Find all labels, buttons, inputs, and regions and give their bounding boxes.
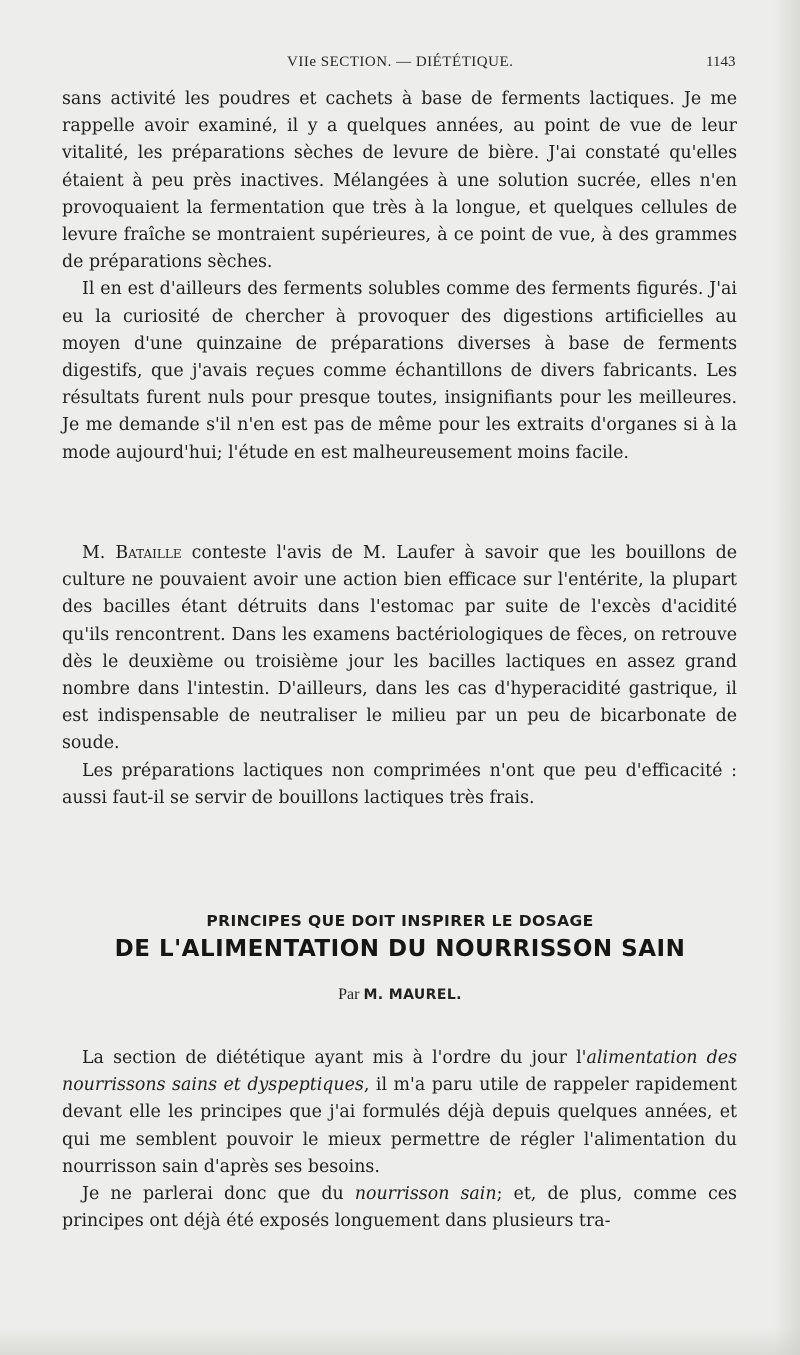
article-byline xyxy=(0,986,800,1004)
article-body xyxy=(62,1045,737,1235)
byline-prefix: Par xyxy=(338,986,360,1003)
paragraph-ferments-solubles: Il en est d'ailleurs des ferments solubles comme des ferments figurés. J'ai eu la curiosité de chercher à provoquer des digestions artificielles au moyen d'une quinzaine de préparations diverses à base de ferments digestifs, que j'avais reçues comme échantillons de divers fabricants. Les résultats furent nuls pour presque toutes, insignifiants pour les meilleures. Je me demande s'il n'en est pas de même pour les extraits d'organes si à la mode aujourd'hui; l'étude en est malheureusement moins facile. xyxy=(62,279,737,463)
speaker-name: Bataille xyxy=(115,543,182,563)
paragraph-bataille xyxy=(62,540,737,758)
article-title: DE L'ALIMENTATION DU NOURRISSON SAIN xyxy=(114,936,686,962)
paragraph-bataille-text: conteste l'avis de M. Laufer à savoir que les bouillons de culture ne pouvaient avoir une action bien efficace sur l'entérite, la plupart des bacilles étant détruits dans l'estomac par suite de l'excès d'acidité qu'ils rencontrent. Dans les examens bactériologiques de fèces, on retrouve dès le deuxième ou troisième jour les bacilles lactiques en assez grand nombre dans l'intestin. D'ailleurs, dans les cas d'hyperacidité gastrique, il est indispensable de neutraliser le milieu par un peu de bicarbonate de soude. xyxy=(62,543,738,754)
article-paragraph-2-start: Je ne parlerai donc que du xyxy=(82,1184,355,1205)
article-paragraph-1-start: La section de diététique ayant mis à l'ordre du jour l' xyxy=(82,1048,587,1068)
discussion-text xyxy=(62,540,737,812)
page-bottom-shadow xyxy=(0,1327,800,1355)
article-paragraph-1 xyxy=(62,1045,737,1181)
paragraph-ferments-lactiques: sans activité les poudres et cachets à base de ferments lactiques. Je me rappelle avoir examiné, il y a quelques années, au point de vue de leur vitalité, les préparations sèches de levure de bière. J'ai constaté qu'elles étaient à peu près inactives. Mélangées à une solution sucrée, elles n'en provoquaient la fermentation que très à la longue, et quelques cellules de levure fraîche se montraient supérieures, à ce point de vue, à des grammes de préparations sèches. xyxy=(62,89,737,273)
section-title: VIIe SECTION. — DIÉTÉTIQUE. xyxy=(287,54,514,70)
page-edge-shadow xyxy=(774,0,800,1355)
article-paragraph-1-italic: alimentation des nourrissons sains et dyspeptiques xyxy=(62,1048,738,1096)
continued-text xyxy=(62,86,737,467)
speaker-prefix: M. xyxy=(82,543,106,563)
paragraph-preparations-lactiques: Les préparations lactiques non comprimées n'ont que peu d'efficacité : aussi faut-il se servir de bouillons lactiques très frais. xyxy=(62,760,737,808)
running-head xyxy=(0,54,800,76)
article-kicker: PRINCIPES QUE DOIT INSPIRER LE DOSAGE xyxy=(206,912,594,930)
article-paragraph-2 xyxy=(62,1181,737,1235)
article-paragraph-2-end: ; et, de plus, comme ces principes ont déjà été exposés longuement dans plusieurs tra- xyxy=(62,1184,737,1232)
page-number: 1143 xyxy=(706,54,736,70)
article-paragraph-2-italic: nourrisson sain xyxy=(354,1184,497,1205)
byline-author: M. MAUREL. xyxy=(363,987,462,1003)
article-paragraph-1-end: , il m'a paru utile de rappeler rapidement devant elle les principes que j'ai formulés déjà depuis quelques années, et qui me semblent pouvoir le mieux permettre de régler l'alimentation du nourrisson sain d'après ses besoins. xyxy=(62,1075,737,1177)
